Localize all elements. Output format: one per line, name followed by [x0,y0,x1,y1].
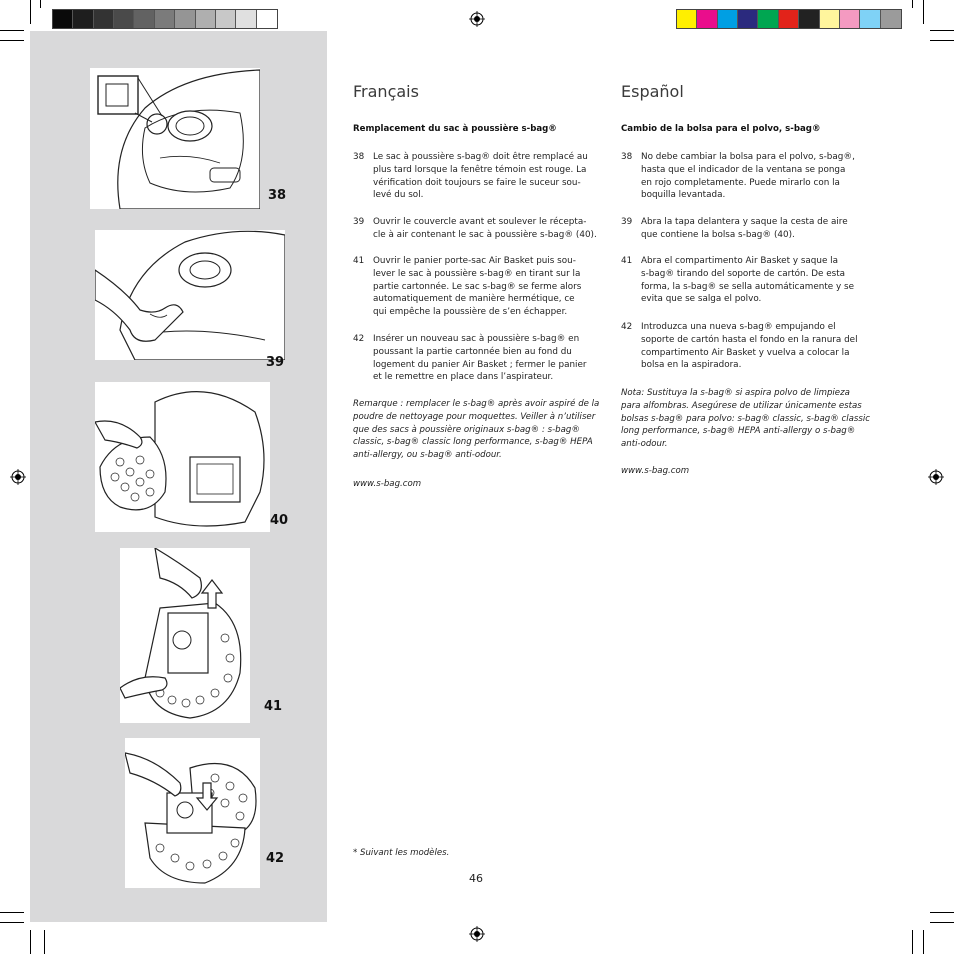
step-text-line: plus tard lorsque la fenêtre témoin est rouge. La [373,164,587,175]
step-text-line: forma, la s-bag® se sella automáticamente y se [641,281,854,292]
color-swatch [175,10,195,28]
grayscale-color-bar [52,9,278,29]
color-swatch [236,10,256,28]
color-swatch [114,10,134,28]
color-swatch [134,10,154,28]
step-text-line: cle à air contenant le sac à poussière s-bag® (40). [373,229,597,240]
step-number: 42 [353,334,365,344]
spanish-step-41 [621,255,871,307]
step-text-line: Ouvrir le couvercle avant et soulever le récepta- [373,217,587,227]
color-swatch [196,10,216,28]
color-swatch [53,10,73,28]
step-text-line: logement du panier Air Basket ; fermer le panier [373,359,587,370]
step-number: 38 [353,152,365,162]
color-swatch [73,10,93,28]
step-text-line: bolsa en la aspiradora. [641,360,742,371]
step-text-line: Abra la tapa delantera y saque la cesta de aire [641,217,848,227]
step-text-line: soporte de cartón hasta el fondo en la ranura del [641,334,858,345]
color-swatch [155,10,175,28]
crop-mark [930,40,954,41]
color-swatch [779,10,799,28]
color-swatch [216,10,236,28]
crop-mark [923,0,924,24]
crop-mark [0,30,24,31]
color-swatch [677,10,697,28]
note-line: anti-odour. [621,439,668,450]
step-number: 41 [353,256,365,266]
step-number: 38 [621,152,633,162]
spanish-note [621,387,876,451]
french-step-41 [353,255,598,320]
color-swatch [799,10,819,28]
french-heading: Français [353,82,419,101]
step-text-line: levé du sol. [373,190,424,201]
color-swatch [738,10,758,28]
step-text-line: et le remettre en place dans l’aspirateur. [373,372,554,383]
french-remark [353,398,603,462]
step-text-line: partie cartonnée. Le sac s-bag® se ferme alors [373,281,582,292]
figure-42-illustration [125,738,260,888]
figure-number: 40 [270,513,289,528]
step-number: 39 [621,217,633,227]
crop-mark [0,40,24,41]
remark-line: Remarque : remplacer le s-bag® après avoir aspiré de la [353,399,600,409]
crop-mark [0,912,24,913]
figure-number: 38 [268,188,287,203]
color-swatch [860,10,880,28]
crop-mark [44,930,45,954]
crop-mark [912,0,913,8]
page-number: 46 [469,872,483,885]
step-text-line: automatiquement de manière hermétique, ce [373,294,575,305]
french-step-39 [353,216,598,242]
remark-line: anti-allergy, ou s-bag® anti-odour. [353,450,502,461]
spanish-heading: Español [621,82,684,101]
step-text-line: vérification doit toujours se faire le suceur sou- [373,177,581,188]
note-line: Nota: Sustituya la s-bag® si aspira polvo de limpieza [621,388,850,398]
registration-mark-icon [469,11,485,27]
figure-number: 42 [266,851,285,866]
step-text-line: poussant la partie cartonnée bien au fond du [373,346,572,357]
french-step-42 [353,333,598,385]
spanish-step-38 [621,151,871,203]
step-text-line: s-bag® tirando del soporte de cartón. De esta [641,268,846,279]
registration-mark-icon [928,469,944,485]
step-number: 39 [353,217,365,227]
step-text-line: No debe cambiar la bolsa para el polvo, s-bag®, [641,152,855,162]
color-swatch [840,10,860,28]
step-text-line: Le sac à poussière s-bag® doit être remplacé au [373,152,588,162]
step-text-line: en rojo completamente. Puede mirarlo con la [641,177,840,188]
registration-mark-icon [10,469,26,485]
figure-41-illustration [120,548,250,723]
step-text-line: hasta que el indicador de la ventana se ponga [641,164,846,175]
spanish-step-42 [621,321,871,373]
crop-mark [30,930,31,954]
step-text-line: Insérer un nouveau sac à poussière s-bag® en [373,334,580,344]
note-line: bolsas s-bag® para polvo: s-bag® classic, s-bag® classic [621,413,870,424]
color-swatch [94,10,114,28]
step-text-line: lever le sac à poussière s-bag® en tirant sur la [373,268,581,279]
crop-mark [912,930,913,954]
crop-mark [0,922,24,923]
french-website-link[interactable]: www.s-bag.com [353,479,422,489]
crop-mark [930,922,954,923]
color-swatch [718,10,738,28]
step-text-line: compartimento Air Basket y vuelva a colocar la [641,347,850,358]
step-number: 41 [621,256,633,266]
french-subheading: Remplacement du sac à poussière s-bag® [353,124,557,134]
color-swatch [697,10,717,28]
color-swatch [257,10,277,28]
crop-mark [930,30,954,31]
crop-mark [923,930,924,954]
note-line: para alfombras. Asegúrese de utilizar únicamente estas [621,400,862,411]
step-text-line: Introduzca una nueva s-bag® empujando el [641,322,836,332]
step-text-line: que contiene la bolsa s-bag® (40). [641,229,795,240]
spanish-website-link[interactable]: www.s-bag.com [621,466,690,476]
figure-38-illustration [90,68,260,209]
step-text-line: Ouvrir le panier porte-sac Air Basket puis sou- [373,256,576,266]
remark-line: que des sacs à poussière originaux s-bag® : s-bag® [353,424,580,435]
figure-40-illustration [95,382,270,532]
crop-mark [40,0,41,8]
step-text-line: boquilla levantada. [641,190,726,201]
step-text-line: Abra el compartimento Air Basket y saque la [641,256,839,266]
note-line: long performance, s-bag® HEPA anti-allergy o s-bag® [621,426,856,437]
remark-line: classic, s-bag® classic long performance, s-bag® HEPA [353,437,593,448]
step-number: 42 [621,322,633,332]
registration-mark-icon [469,926,485,942]
figure-number: 39 [266,355,285,370]
remark-line: poudre de nettoyage pour moquettes. Veiller à n’utiliser [353,411,596,422]
crop-mark [30,0,31,24]
crop-mark [930,912,954,913]
color-swatch [881,10,901,28]
figure-39-illustration [95,230,285,360]
spanish-step-39 [621,216,871,242]
color-swatch [820,10,840,28]
french-step-38 [353,151,598,203]
figure-number: 41 [264,699,283,714]
process-color-bar [676,9,902,29]
step-text-line: evita que se salga el polvo. [641,294,762,305]
step-text-line: qui empêche la poussière de s’en échapper. [373,307,568,318]
color-swatch [758,10,778,28]
spanish-subheading: Cambio de la bolsa para el polvo, s-bag® [621,124,821,134]
footnote: * Suivant les modèles. [353,848,450,858]
